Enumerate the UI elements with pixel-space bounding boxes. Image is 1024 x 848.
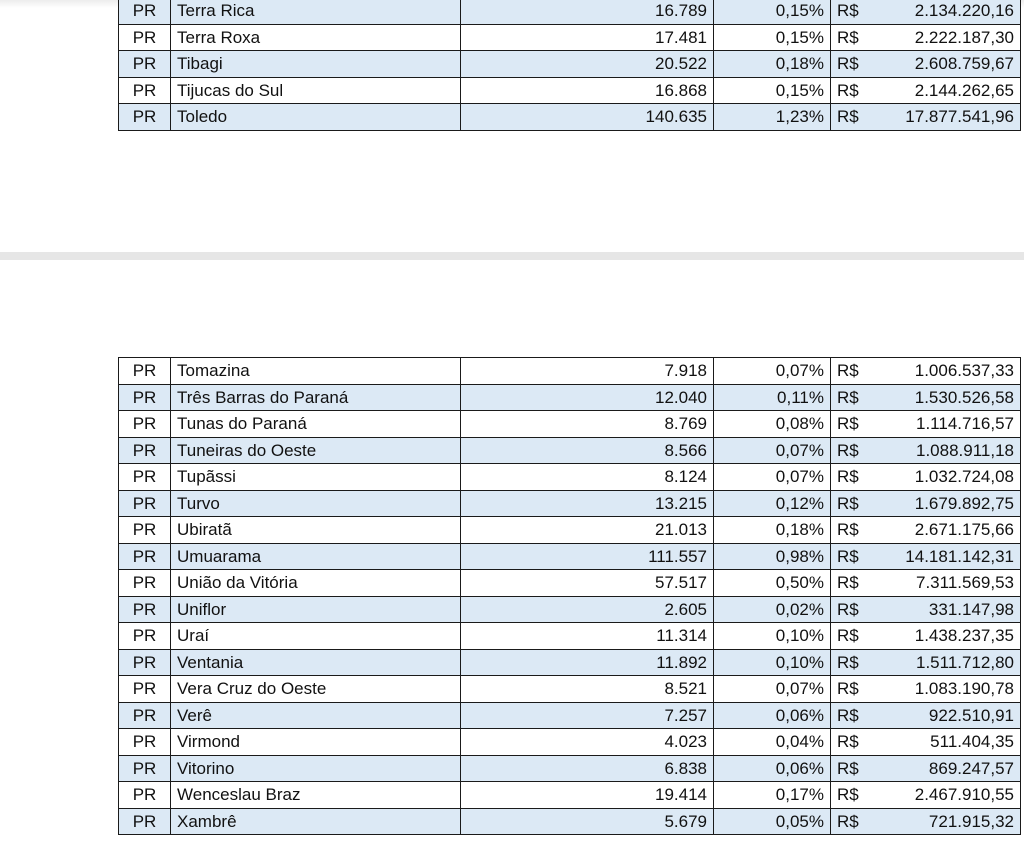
state-cell: PR (119, 411, 171, 438)
table-row (119, 782, 1021, 809)
state-cell: PR (119, 782, 171, 809)
population-cell: 111.557 (461, 543, 714, 570)
municipality-cell: Wenceslau Braz (171, 782, 461, 809)
table-row (119, 384, 1021, 411)
state-cell: PR (119, 437, 171, 464)
amount-cell: 2.134.220,16 (861, 0, 1021, 24)
state-cell: PR (119, 702, 171, 729)
amount-cell: 1.679.892,75 (861, 490, 1021, 517)
amount-cell: 2.222.187,30 (861, 24, 1021, 51)
population-cell: 5.679 (461, 808, 714, 835)
population-cell: 8.769 (461, 411, 714, 438)
population-cell: 21.013 (461, 517, 714, 544)
amount-cell: 1.114.716,57 (861, 411, 1021, 438)
population-cell: 11.314 (461, 623, 714, 650)
table-row (119, 676, 1021, 703)
population-cell: 2.605 (461, 596, 714, 623)
currency-symbol-cell: R$ (831, 24, 861, 51)
table-row (119, 0, 1021, 24)
state-cell: PR (119, 808, 171, 835)
currency-symbol-cell: R$ (831, 0, 861, 24)
municipality-cell: Umuarama (171, 543, 461, 570)
currency-symbol-cell: R$ (831, 755, 861, 782)
currency-symbol-cell: R$ (831, 411, 861, 438)
currency-symbol-cell: R$ (831, 729, 861, 756)
currency-symbol-cell: R$ (831, 490, 861, 517)
currency-symbol-cell: R$ (831, 570, 861, 597)
amount-cell: 511.404,35 (861, 729, 1021, 756)
percentage-cell: 0,15% (714, 24, 831, 51)
municipality-cell: Tijucas do Sul (171, 77, 461, 104)
currency-symbol-cell: R$ (831, 464, 861, 491)
population-cell: 20.522 (461, 51, 714, 78)
amount-cell: 1.006.537,33 (861, 358, 1021, 385)
table-row (119, 104, 1021, 131)
municipality-cell: Terra Rica (171, 0, 461, 24)
state-cell: PR (119, 104, 171, 131)
state-cell: PR (119, 755, 171, 782)
population-cell: 6.838 (461, 755, 714, 782)
state-cell: PR (119, 384, 171, 411)
table-row (119, 517, 1021, 544)
municipality-cell: Turvo (171, 490, 461, 517)
percentage-cell: 0,02% (714, 596, 831, 623)
currency-symbol-cell: R$ (831, 437, 861, 464)
municipality-cell: Virmond (171, 729, 461, 756)
percentage-cell: 0,07% (714, 358, 831, 385)
table-row (119, 596, 1021, 623)
municipality-cell: Xambrê (171, 808, 461, 835)
currency-symbol-cell: R$ (831, 543, 861, 570)
amount-cell: 331.147,98 (861, 596, 1021, 623)
table-row (119, 702, 1021, 729)
municipality-cell: União da Vitória (171, 570, 461, 597)
amount-cell: 14.181.142,31 (861, 543, 1021, 570)
municipality-table-top (118, 0, 1021, 131)
municipality-cell: Uniflor (171, 596, 461, 623)
population-cell: 16.868 (461, 77, 714, 104)
state-cell: PR (119, 676, 171, 703)
currency-symbol-cell: R$ (831, 517, 861, 544)
percentage-cell: 0,07% (714, 464, 831, 491)
percentage-cell: 0,05% (714, 808, 831, 835)
population-cell: 8.521 (461, 676, 714, 703)
state-cell: PR (119, 358, 171, 385)
table-row (119, 358, 1021, 385)
table-body-bottom (119, 358, 1021, 835)
municipality-table-bottom (118, 357, 1021, 835)
municipality-cell: Toledo (171, 104, 461, 131)
amount-cell: 7.311.569,53 (861, 570, 1021, 597)
percentage-cell: 0,18% (714, 517, 831, 544)
population-cell: 19.414 (461, 782, 714, 809)
population-cell: 140.635 (461, 104, 714, 131)
amount-cell: 1.088.911,18 (861, 437, 1021, 464)
state-cell: PR (119, 570, 171, 597)
amount-cell: 2.467.910,55 (861, 782, 1021, 809)
municipality-cell: Três Barras do Paraná (171, 384, 461, 411)
table-row (119, 490, 1021, 517)
percentage-cell: 0,15% (714, 77, 831, 104)
municipality-cell: Tunas do Paraná (171, 411, 461, 438)
table-row (119, 411, 1021, 438)
population-cell: 13.215 (461, 490, 714, 517)
municipality-cell: Tuneiras do Oeste (171, 437, 461, 464)
percentage-cell: 1,23% (714, 104, 831, 131)
state-cell: PR (119, 649, 171, 676)
page-break (0, 252, 1024, 260)
percentage-cell: 0,17% (714, 782, 831, 809)
table-row (119, 77, 1021, 104)
population-cell: 8.124 (461, 464, 714, 491)
state-cell: PR (119, 0, 171, 24)
state-cell: PR (119, 24, 171, 51)
currency-symbol-cell: R$ (831, 702, 861, 729)
amount-cell: 1.530.526,58 (861, 384, 1021, 411)
currency-symbol-cell: R$ (831, 77, 861, 104)
state-cell: PR (119, 464, 171, 491)
percentage-cell: 0,12% (714, 490, 831, 517)
currency-symbol-cell: R$ (831, 384, 861, 411)
percentage-cell: 0,18% (714, 51, 831, 78)
table-row (119, 51, 1021, 78)
state-cell: PR (119, 490, 171, 517)
table-row (119, 649, 1021, 676)
municipality-cell: Terra Roxa (171, 24, 461, 51)
municipality-cell: Verê (171, 702, 461, 729)
state-cell: PR (119, 51, 171, 78)
state-cell: PR (119, 517, 171, 544)
currency-symbol-cell: R$ (831, 596, 861, 623)
table-row (119, 543, 1021, 570)
table-body-top (119, 0, 1021, 130)
table-row (119, 437, 1021, 464)
amount-cell: 1.032.724,08 (861, 464, 1021, 491)
percentage-cell: 0,06% (714, 755, 831, 782)
percentage-cell: 0,04% (714, 729, 831, 756)
table-row (119, 729, 1021, 756)
municipality-cell: Tupãssi (171, 464, 461, 491)
amount-cell: 2.144.262,65 (861, 77, 1021, 104)
population-cell: 11.892 (461, 649, 714, 676)
currency-symbol-cell: R$ (831, 808, 861, 835)
population-cell: 4.023 (461, 729, 714, 756)
population-cell: 57.517 (461, 570, 714, 597)
table-row (119, 464, 1021, 491)
amount-cell: 869.247,57 (861, 755, 1021, 782)
percentage-cell: 0,06% (714, 702, 831, 729)
table-row (119, 808, 1021, 835)
currency-symbol-cell: R$ (831, 649, 861, 676)
currency-symbol-cell: R$ (831, 782, 861, 809)
state-cell: PR (119, 623, 171, 650)
percentage-cell: 0,10% (714, 623, 831, 650)
amount-cell: 1.438.237,35 (861, 623, 1021, 650)
table-row (119, 570, 1021, 597)
percentage-cell: 0,10% (714, 649, 831, 676)
currency-symbol-cell: R$ (831, 104, 861, 131)
currency-symbol-cell: R$ (831, 676, 861, 703)
population-cell: 7.918 (461, 358, 714, 385)
population-cell: 7.257 (461, 702, 714, 729)
currency-symbol-cell: R$ (831, 358, 861, 385)
municipality-cell: Vera Cruz do Oeste (171, 676, 461, 703)
percentage-cell: 0,98% (714, 543, 831, 570)
amount-cell: 2.608.759,67 (861, 51, 1021, 78)
currency-symbol-cell: R$ (831, 623, 861, 650)
population-cell: 8.566 (461, 437, 714, 464)
municipality-cell: Tomazina (171, 358, 461, 385)
municipality-cell: Tibagi (171, 51, 461, 78)
state-cell: PR (119, 729, 171, 756)
population-cell: 17.481 (461, 24, 714, 51)
percentage-cell: 0,08% (714, 411, 831, 438)
population-cell: 16.789 (461, 0, 714, 24)
table-row (119, 623, 1021, 650)
table-row (119, 24, 1021, 51)
percentage-cell: 0,50% (714, 570, 831, 597)
amount-cell: 922.510,91 (861, 702, 1021, 729)
municipality-cell: Uraí (171, 623, 461, 650)
percentage-cell: 0,07% (714, 437, 831, 464)
amount-cell: 2.671.175,66 (861, 517, 1021, 544)
percentage-cell: 0,15% (714, 0, 831, 24)
amount-cell: 17.877.541,96 (861, 104, 1021, 131)
state-cell: PR (119, 543, 171, 570)
percentage-cell: 0,07% (714, 676, 831, 703)
state-cell: PR (119, 596, 171, 623)
amount-cell: 1.511.712,80 (861, 649, 1021, 676)
municipality-cell: Vitorino (171, 755, 461, 782)
amount-cell: 1.083.190,78 (861, 676, 1021, 703)
municipality-cell: Ventania (171, 649, 461, 676)
population-cell: 12.040 (461, 384, 714, 411)
currency-symbol-cell: R$ (831, 51, 861, 78)
municipality-cell: Ubiratã (171, 517, 461, 544)
percentage-cell: 0,11% (714, 384, 831, 411)
amount-cell: 721.915,32 (861, 808, 1021, 835)
table-row (119, 755, 1021, 782)
state-cell: PR (119, 77, 171, 104)
